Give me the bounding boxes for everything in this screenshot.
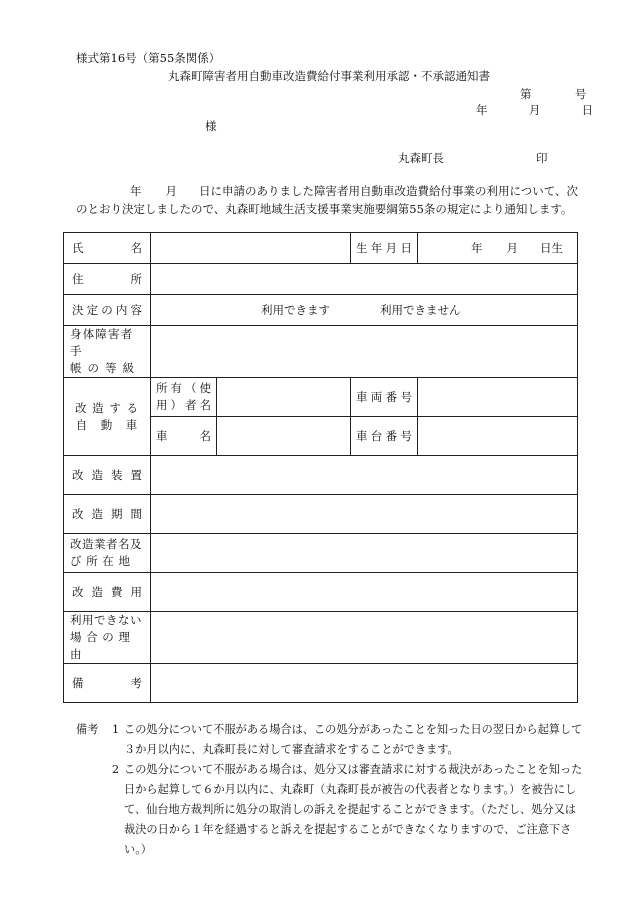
- address-label: 住 所: [64, 264, 151, 295]
- decision-label: 決定の内容: [64, 295, 151, 326]
- remarks-field[interactable]: [151, 664, 578, 703]
- owner-label-line1: 所有（使: [156, 381, 211, 395]
- reason-label: [64, 612, 151, 664]
- note-2-number: 2: [112, 763, 120, 776]
- owner-label-line2: 用）者名: [156, 398, 211, 412]
- vehicle-label-line2: 自 動 車: [75, 417, 139, 432]
- document-date: [476, 102, 593, 118]
- notes-section: [76, 720, 586, 860]
- period-label: 改造期間: [64, 495, 151, 534]
- chassis-field[interactable]: [418, 417, 578, 456]
- row-vendor: [64, 534, 578, 573]
- date-year: 年: [476, 103, 488, 117]
- intro-month: 月: [165, 184, 177, 198]
- cost-label: 改造費用: [64, 573, 151, 612]
- chassis-label: 車台番号: [351, 417, 418, 456]
- cost-field[interactable]: [151, 573, 578, 612]
- notes-heading: 備考: [76, 723, 99, 736]
- document-number: [520, 86, 586, 102]
- date-day: 日: [581, 103, 594, 117]
- decision-field[interactable]: [151, 295, 578, 326]
- device-field[interactable]: [151, 456, 578, 495]
- birth-field[interactable]: [418, 233, 578, 264]
- row-decision: [64, 295, 578, 326]
- reason-field[interactable]: [151, 612, 578, 664]
- car-number-field[interactable]: [418, 378, 578, 417]
- car-name-label: 車 名: [151, 417, 217, 456]
- row-cost: [64, 573, 578, 612]
- issuer: [398, 150, 548, 166]
- vendor-field[interactable]: [151, 534, 578, 573]
- number-prefix: 第: [520, 87, 532, 101]
- owner-label: [151, 378, 217, 417]
- row-vehicle-owner: [64, 378, 578, 417]
- issuer-name: 丸森町長: [398, 151, 444, 165]
- row-name: [64, 233, 578, 264]
- note-2: [76, 760, 586, 860]
- name-field[interactable]: [151, 233, 351, 264]
- vehicle-label: [64, 378, 151, 456]
- birth-label: 生年月日: [351, 233, 418, 264]
- row-device: [64, 456, 578, 495]
- birth-year: 年: [471, 241, 483, 255]
- reason-label-line1: 利用できない: [70, 613, 142, 627]
- reason-label-line2: 場 合 の 理 由: [70, 630, 131, 661]
- intro-text: 日に申請のありました障害者用自動車改造費給付事業の利用について、次のとおり決定しましたので、丸森町地域生活支援事業実施要綱第55条の規定により通知します。: [76, 184, 579, 216]
- note-2-text: この処分について不服がある場合は、処分又は審査請求に対する裁決があったことを知った日から起算して６か月以内に、丸森町（丸森町長が被告の代表者となります。）を被告にして、仙台地方裁判所に処分の取消しの訴えを提起することができます。（ただし、処分又は裁決の日から１年を経過すると訴えを提起することができなくなりますので、ご注意下さい。）: [124, 763, 583, 856]
- name-label: 氏 名: [64, 233, 151, 264]
- vendor-label: [64, 534, 151, 573]
- note-1-number: 1: [112, 723, 120, 736]
- note-1-text: この処分について不服がある場合は、この処分があったことを知った日の翌日から起算して３か月以内に、丸森町長に対して審査請求をすることができます。: [124, 723, 583, 756]
- car-number-label: 車両番号: [351, 378, 418, 417]
- vehicle-label-line1: 改 造 す る: [75, 400, 139, 415]
- vendor-label-line2: び 所 在 地: [70, 554, 131, 568]
- car-name-field[interactable]: [217, 417, 351, 456]
- document-title: 丸森町障害者用自動車改造費給付事業利用承認・不承認通知書: [168, 69, 490, 83]
- handbook-field[interactable]: [151, 326, 578, 378]
- period-field[interactable]: [151, 495, 578, 534]
- addressee: 様: [205, 119, 217, 133]
- device-label: 改造装置: [64, 456, 151, 495]
- row-reason: [64, 612, 578, 664]
- row-address: [64, 264, 578, 295]
- decision-deny[interactable]: 利用できません: [380, 303, 461, 317]
- owner-field[interactable]: [217, 378, 351, 417]
- form-table: [63, 232, 578, 703]
- handbook-label-line2: 帳 の 等 級: [70, 361, 136, 375]
- address-field[interactable]: [151, 264, 578, 295]
- intro-year: 年: [130, 184, 142, 198]
- number-suffix: 号: [574, 87, 587, 101]
- seal-mark: 印: [536, 151, 548, 165]
- remarks-label: 備 考: [64, 664, 151, 703]
- birth-day: 日生: [540, 241, 563, 255]
- row-remarks: [64, 664, 578, 703]
- intro-paragraph: [76, 182, 586, 218]
- handbook-label-line1: 身体障害者手: [70, 327, 134, 358]
- handbook-label: [64, 326, 151, 378]
- birth-month: 月: [506, 241, 518, 255]
- decision-approve[interactable]: 利用できます: [261, 303, 330, 317]
- note-1: [76, 720, 586, 760]
- row-handbook: [64, 326, 578, 378]
- form-number: 様式第16号（第55条関係）: [76, 51, 221, 65]
- vendor-label-line1: 改造業者名及: [70, 537, 142, 551]
- row-period: [64, 495, 578, 534]
- date-month: 月: [528, 103, 541, 117]
